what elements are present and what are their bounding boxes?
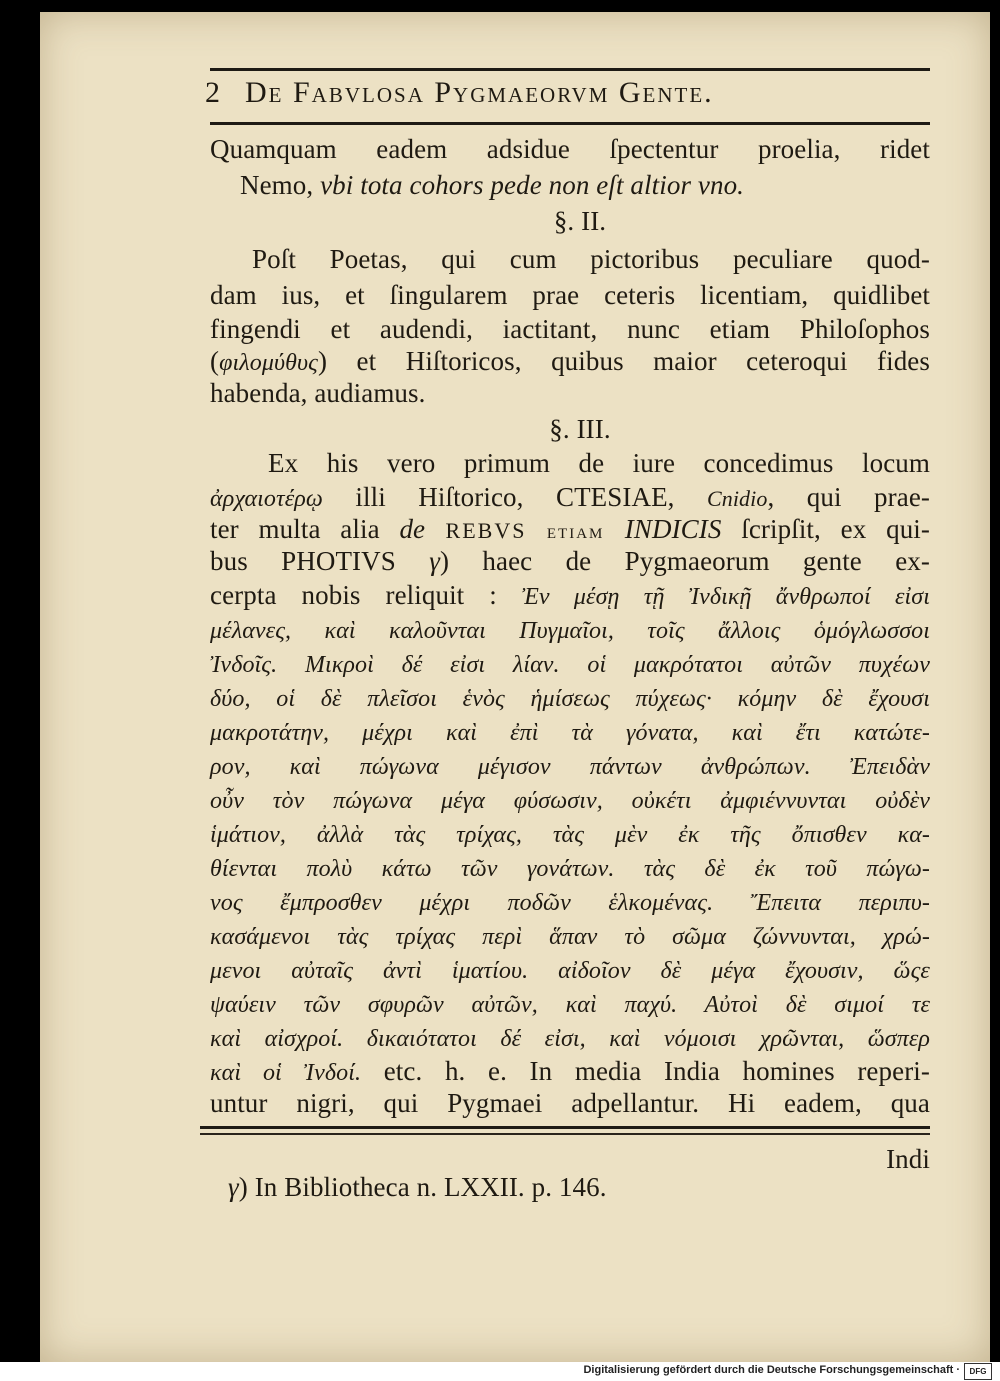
greek-line: μακροτάτην, μέχρι καὶ ἐπὶ τὰ γόνατα, καὶ ἔτι κατώτε- (210, 720, 930, 746)
text-line: ter multa alia de REBVS etiam INDICIS ſcripſit, ex qui- (210, 514, 930, 544)
greek-line: ρον, καὶ πώγωνα μέγισον πάντων ἀνθρώπων. Ἐπειδὰν (210, 754, 930, 780)
greek-line: μέλανες, καὶ καλοῦνται Πυγμαῖοι, τοῖς ἄλλοις ὁμόγλωσσοι (210, 618, 930, 644)
text-line: cerpta nobis reliquit : Ἐν μέσῃ τῇ Ἰνδικῇ ἄνθρωποί εἰσι (210, 580, 930, 610)
greek-line: μενοι αὐταῖς ἀντὶ ἱματίου. αἰδοῖον δὲ μέγα ἔχουσιν, ὥςε (210, 958, 930, 984)
greek-line: ψαύειν τῶν σφυρῶν αὐτῶν, καὶ παχύ. Αὐτοὶ δὲ σιμοί τε (210, 992, 930, 1018)
text-line: καὶ οἱ Ἰνδοί. etc. h. e. In media India homines reperi- (210, 1056, 930, 1086)
text-line: Ex his vero primum de iure concedimus locum (268, 448, 930, 478)
page-number: 2 (205, 76, 223, 109)
text-line: Poſt Poetas, qui cum pictoribus peculiare quod- (252, 244, 930, 274)
text-line: Nemo, vbi tota cohors pede non eſt altior vno. (240, 170, 745, 200)
greek-line: θίενται πολὺ κάτω τῶν γονάτων. τὰς δὲ ἐκ τοῦ πώγω- (210, 856, 930, 882)
text-line: bus PHOTIVS γ) haec de Pygmaeorum gente ex- (210, 546, 930, 576)
running-title: De Fabvlosa Pygmaeorvm Gente. (245, 76, 714, 109)
header-rule-bottom (210, 122, 930, 125)
greek-line: νος ἔμπροσθεν μέχρι ποδῶν ἑλκομένας. Ἔπειτα περιπυ- (210, 890, 930, 916)
text-line: dam ius, et ſingularem prae ceteris licentiam, quidlibet (210, 280, 930, 310)
text-line: ἀρχαιοτέρῳ illi Hiſtorico, CTESIAE, Cnidio, qui prae- (210, 482, 930, 512)
greek-line: οὖν τὸν πώγωνα μέγα φύσωσιν, οὐκέτι ἀμφιέννυνται οὐδὲν (210, 788, 930, 814)
text-line: (φιλομύθυς) et Hiſtoricos, quibus maior ceteroqui fides (210, 346, 930, 376)
text-line: fingendi et audendi, iactitant, nunc etiam Philoſophos (210, 314, 930, 344)
text-line: untur nigri, qui Pygmaei adpellantur. Hi eadem, qua (210, 1088, 930, 1118)
section-heading: §. III. (549, 414, 611, 444)
header-rule-top (210, 68, 930, 71)
greek-line: δύο, οἱ δὲ πλεῖσοι ἑνὸς ἡμίσεως πύχεως· κόμην δὲ ἔχουσι (210, 686, 930, 712)
greek-line: ἱμάτιον, ἀλλὰ τὰς τρίχας, τὰς μὲν ἐκ τῆς ὄπισθεν κα- (210, 822, 930, 848)
text-line: habenda, audiamus. (210, 378, 426, 408)
catchword: Indi (886, 1144, 930, 1174)
dfg-logo-icon: DFG (964, 1363, 992, 1380)
section-heading: §. II. (553, 206, 607, 236)
text-rule-bottom-2 (200, 1133, 930, 1135)
funding-note: Digitalisierung gefördert durch die Deutsche Forschungsgemeinschaft · (583, 1364, 960, 1376)
greek-line: Ἰνδοῖς. Μικροὶ δέ εἰσι λίαν. οἱ μακρότατοι αὐτῶν πυχέων (210, 652, 930, 678)
greek-line: καὶ αἰσχροί. δικαιότατοι δέ εἰσι, καὶ νόμοισι χρῶνται, ὥσπερ (210, 1026, 930, 1052)
text-line: Quamquam eadem adsidue ſpectentur proelia, ridet (210, 134, 930, 164)
text-rule-bottom (200, 1126, 930, 1129)
greek-line: κασάμενοι τὰς τρίχας περὶ ἅπαν τὸ σῶμα ζώννυνται, χρώ- (210, 924, 930, 950)
footnote: γ) In Bibliotheca n. LXXII. p. 146. (228, 1172, 607, 1202)
running-head (205, 76, 935, 110)
